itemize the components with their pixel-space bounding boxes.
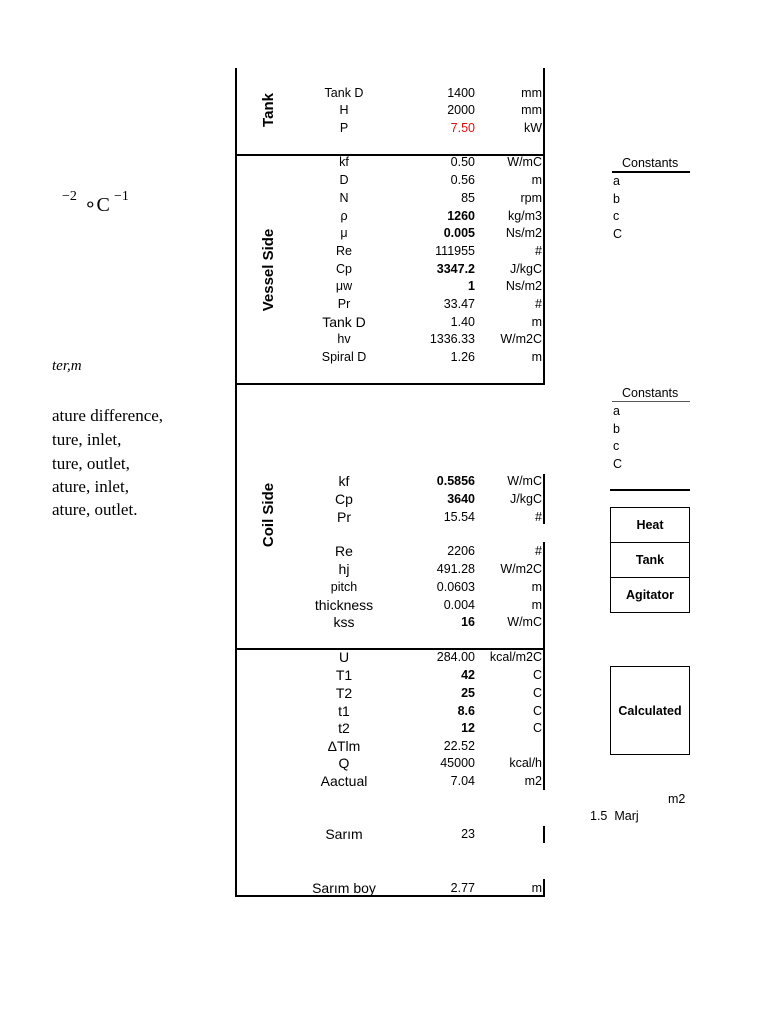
param-unit: m (531, 881, 542, 895)
definition-line: ture, outlet, (52, 454, 130, 473)
param-unit: C (532, 704, 542, 718)
param-unit: C (532, 668, 542, 682)
constant-item: C (613, 227, 623, 242)
param-label: Cp (336, 262, 352, 276)
param-unit: m (531, 580, 542, 594)
param-value: 491.28 (436, 562, 475, 576)
param-label: Tank D (324, 86, 364, 100)
param-value: 33.47 (443, 297, 475, 311)
param-label: t2 (338, 720, 350, 736)
param-value: 42 (461, 668, 475, 682)
param-label: hj (338, 561, 350, 577)
param-label: kss (333, 614, 355, 630)
param-unit: mm (521, 103, 542, 117)
constants-title-1: Constants (622, 156, 679, 170)
param-unit: m (531, 350, 542, 364)
section-label-vessel-side: Vessel Side (260, 228, 277, 312)
param-value: 16 (461, 615, 475, 629)
param-label: Pr (337, 297, 351, 311)
definition-line: ature, outlet. (52, 500, 138, 519)
heat-box: Heat (610, 507, 690, 543)
param-unit: # (535, 297, 542, 311)
right-border-sarim (543, 826, 545, 843)
param-label: ΔTlm (327, 738, 361, 754)
param-value: 7.04 (450, 774, 475, 788)
param-value: 1260 (447, 209, 475, 223)
param-value: 25 (461, 686, 475, 700)
param-unit: mm (521, 86, 542, 100)
constant-item: c (613, 439, 620, 454)
calculated-box: Calculated (610, 666, 690, 755)
marj-note: 1.5 Marj (590, 809, 639, 823)
param-unit: Ns/m2 (505, 226, 542, 240)
diameter-fragment: ter,m (52, 358, 82, 374)
constants-title-2: Constants (622, 386, 679, 400)
divider-vessel-coil (235, 383, 545, 385)
right-border-coil-a (543, 474, 545, 524)
param-unit: kg/m3 (507, 209, 542, 223)
param-value: 1400 (447, 86, 475, 100)
param-unit: W/m2C (500, 332, 542, 346)
param-value: 111955 (435, 244, 475, 258)
param-unit: C (532, 686, 542, 700)
param-unit: W/mC (507, 155, 542, 169)
constant-item: b (613, 421, 620, 436)
param-label: D (339, 173, 349, 187)
param-unit: m (531, 598, 542, 612)
param-unit: kcal/h (509, 756, 542, 770)
param-value: 1.26 (450, 350, 475, 364)
param-label: Aactual (320, 773, 368, 789)
param-unit: W/mC (507, 474, 542, 488)
section-label-tank: Tank (260, 93, 277, 127)
param-value: 0.56 (450, 173, 475, 187)
param-label: Pr (337, 509, 351, 525)
param-unit: # (535, 244, 542, 258)
param-value: 7.50 (450, 121, 475, 135)
param-label: Tank D (322, 314, 366, 330)
box-top-rule (610, 489, 690, 491)
table-right-border-top (543, 68, 545, 384)
param-label: Q (338, 755, 350, 771)
tank-box: Tank (610, 542, 690, 578)
param-value: 2.77 (450, 881, 475, 895)
constant-item: C (613, 457, 623, 472)
constants-underline-1 (612, 171, 690, 173)
param-value: 15.54 (443, 510, 475, 524)
param-unit: m (531, 315, 542, 329)
section-label-coil-side: Coil Side (260, 482, 277, 548)
constant-item: a (613, 404, 620, 418)
table-bottom-border (235, 895, 545, 897)
param-value: 0.0603 (436, 580, 475, 594)
param-label: ρ (340, 209, 348, 223)
param-unit: # (535, 510, 542, 524)
param-unit: J/kgC (510, 492, 542, 506)
param-label: hv (337, 332, 351, 346)
param-value: 23 (461, 827, 475, 841)
param-value: 8.6 (457, 704, 475, 718)
param-unit: m (531, 173, 542, 187)
param-unit: m2 (524, 774, 542, 788)
param-value: 0.5856 (436, 474, 475, 488)
param-value: 0.50 (450, 155, 475, 169)
param-unit: kcal/m2C (489, 650, 542, 664)
constant-item: c (613, 209, 620, 224)
param-unit: # (535, 544, 542, 558)
param-unit: kW (523, 121, 542, 135)
definition-line: ature, inlet, (52, 477, 129, 496)
param-label: kf (339, 155, 349, 169)
param-value: 2206 (447, 544, 475, 558)
param-value: 12 (461, 721, 475, 735)
param-label: Re (335, 543, 353, 559)
param-label: Re (336, 244, 352, 258)
param-label: H (339, 103, 349, 117)
param-label: Spiral D (321, 350, 367, 364)
agitator-box: Agitator (610, 577, 690, 613)
param-label: μw (335, 279, 353, 293)
param-value: 0.005 (443, 226, 475, 240)
param-value: 284.00 (436, 650, 475, 664)
param-value: 3347.2 (436, 262, 475, 276)
param-label: Cp (335, 491, 353, 507)
definition-line: ature difference, (52, 406, 164, 425)
param-label: T2 (335, 685, 353, 701)
param-label: pitch (330, 580, 358, 594)
unit-exponent-neg2: −2 (62, 189, 77, 204)
divider-tank-vessel (235, 154, 545, 156)
param-label: N (339, 191, 349, 205)
unit-exponent-neg1: −1 (114, 189, 129, 204)
param-value: 1.40 (450, 315, 475, 329)
param-value: 2000 (447, 103, 475, 117)
param-label: T1 (335, 667, 353, 683)
param-unit: C (532, 721, 542, 735)
param-unit: W/mC (507, 615, 542, 629)
right-border-sarim-boy (543, 879, 545, 896)
param-label: kf (338, 473, 350, 489)
param-value: 85 (461, 191, 475, 205)
param-label: μ (340, 226, 348, 240)
param-label: thickness (314, 597, 374, 613)
param-value: 1 (468, 279, 475, 293)
param-label: U (338, 649, 350, 665)
unit-degree-c: ∘C (84, 194, 110, 216)
param-value: 1336.33 (429, 332, 475, 346)
constants-underline-2 (612, 401, 690, 402)
param-label: t1 (338, 703, 350, 719)
param-label: Sarım (325, 826, 363, 842)
table-left-border (235, 68, 237, 896)
param-value: 22.52 (443, 739, 475, 753)
param-unit: Ns/m2 (505, 279, 542, 293)
constant-item: a (613, 174, 620, 188)
param-value: 45000 (440, 756, 475, 770)
area-unit-note: m2 (668, 792, 686, 806)
param-value: 3640 (447, 492, 475, 506)
param-unit: W/m2C (500, 562, 542, 576)
definition-line: ture, inlet, (52, 430, 122, 449)
right-border-calc (543, 648, 545, 790)
param-unit: J/kgC (510, 262, 542, 276)
param-unit: rpm (520, 191, 542, 205)
constant-item: b (613, 191, 620, 206)
param-label: Sarım boy (312, 880, 376, 896)
param-value: 0.004 (443, 598, 475, 612)
param-label: P (339, 121, 349, 135)
right-border-coil-b (543, 542, 545, 648)
